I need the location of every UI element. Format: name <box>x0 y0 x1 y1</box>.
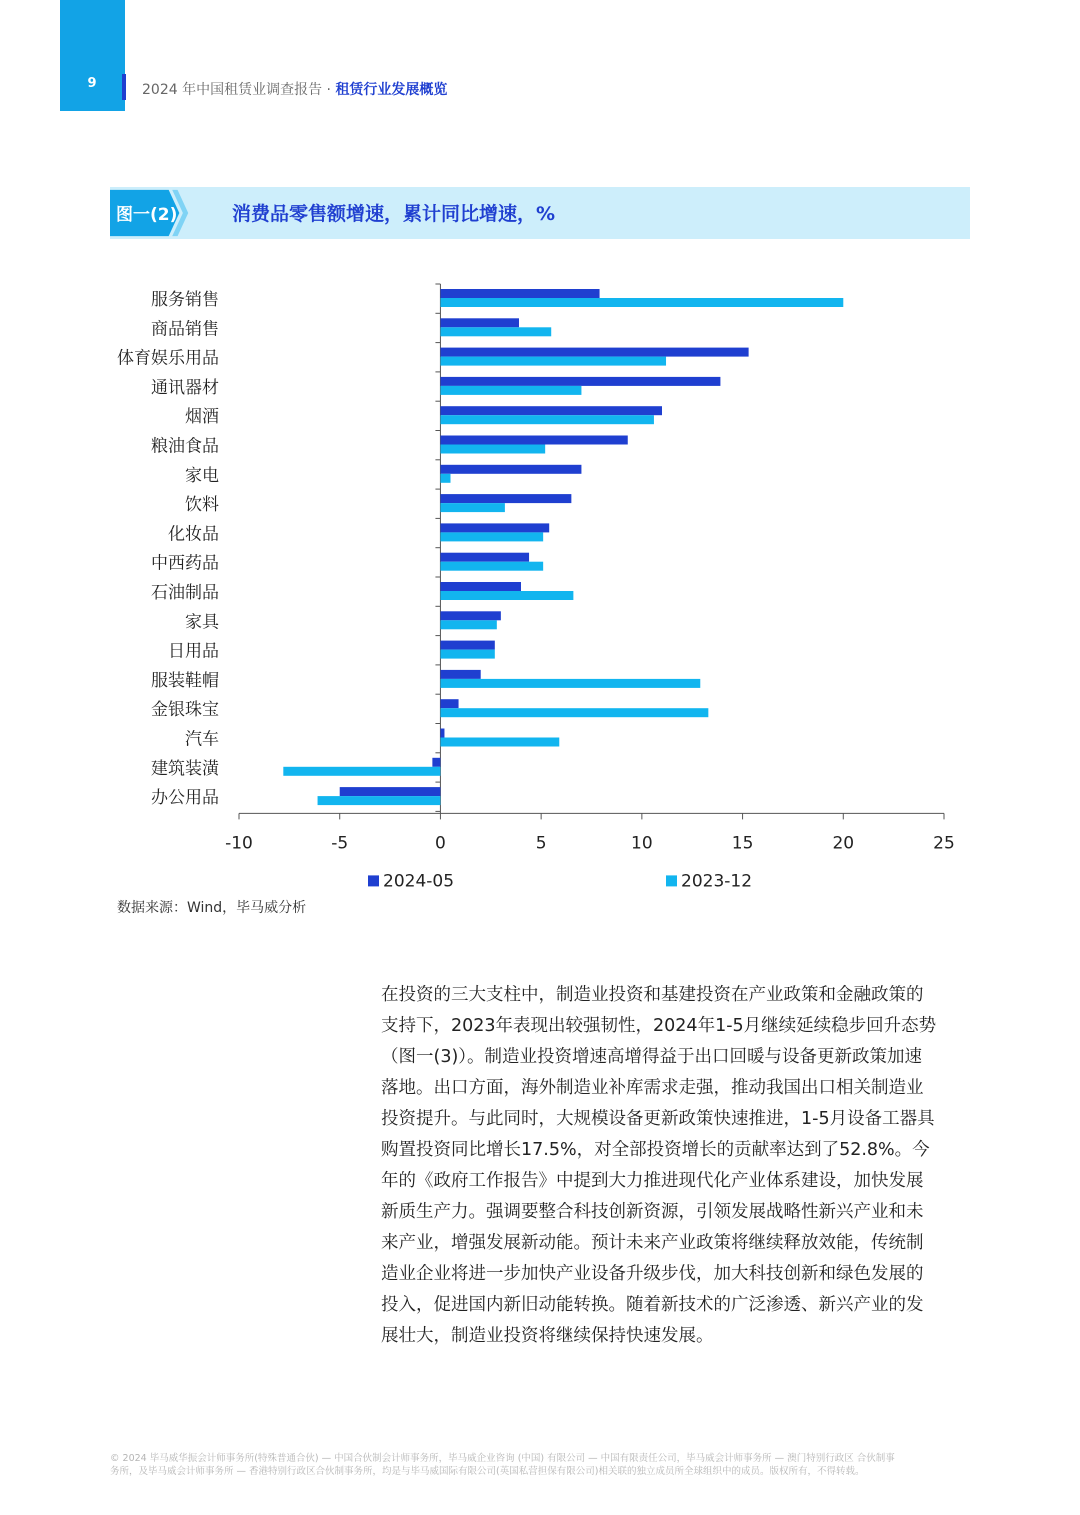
category-label: 商品销售 <box>151 319 219 340</box>
page-number-tab <box>60 0 125 111</box>
bar-2023-12 <box>440 503 504 512</box>
category-label: 家具 <box>185 612 219 633</box>
chart-bars <box>283 289 843 805</box>
header-divider <box>122 74 126 100</box>
page-number: 9 <box>87 76 97 91</box>
bar-2023-12 <box>440 474 450 483</box>
bar-2024-05 <box>440 289 599 298</box>
body-line: 展壮大，制造业投资将继续保持快速发展。 <box>381 1326 714 1346</box>
body-line: 投资提升。与此同时，大规模设备更新政策快速推进，1-5月设备工器具 <box>381 1109 935 1129</box>
category-label: 日用品 <box>168 641 219 662</box>
bar-2024-05 <box>340 787 441 796</box>
bar-2023-12 <box>440 327 551 336</box>
bar-2023-12 <box>440 591 573 600</box>
x-tick-label: 5 <box>535 833 547 854</box>
category-label: 粮油食品 <box>151 436 219 457</box>
category-label: 烟酒 <box>185 407 219 428</box>
data-source-note: 数据来源：Wind，毕马威分析 <box>117 900 307 916</box>
category-label: 办公用品 <box>151 788 219 809</box>
legend-swatch <box>368 875 379 886</box>
bar-2023-12 <box>440 620 496 629</box>
bar-2024-05 <box>440 699 458 708</box>
running-header-prefix: 2024 年中国租赁业调查报告 · <box>142 82 336 98</box>
bar-2024-05 <box>440 318 519 327</box>
bar-2023-12 <box>440 445 545 454</box>
bar-2024-05 <box>440 670 480 679</box>
category-label: 建筑装潢 <box>151 758 219 779</box>
bar-2024-05 <box>440 553 529 562</box>
body-paragraph <box>381 980 971 1352</box>
legend-label: 2024-05 <box>383 871 455 892</box>
category-label: 通讯器材 <box>151 377 219 398</box>
chart-legend <box>368 871 752 891</box>
category-label: 体育娱乐用品 <box>117 348 219 369</box>
bar-2024-05 <box>440 729 444 738</box>
running-header-section: 租赁行业发展概览 <box>335 82 448 98</box>
body-line: 购置投资同比增长17.5%，对全部投资增长的贡献率达到了52.8%。今 <box>381 1140 930 1160</box>
bar-2023-12 <box>440 357 666 366</box>
category-label: 饮料 <box>185 495 219 516</box>
legend-swatch <box>666 875 677 886</box>
body-line: 投入，促进国内新旧动能转换。随着新技术的广泛渗透、新兴产业的发 <box>381 1295 924 1315</box>
x-tick-label: 0 <box>435 833 446 854</box>
body-line: 支持下，2023年表现出较强韧性，2024年1-5月继续延续稳步回升态势 <box>381 1016 937 1036</box>
bar-2024-05 <box>440 641 494 650</box>
bar-2024-05 <box>440 611 500 620</box>
footer-line: 务所，及毕马威会计师事务所 — 香港特别行政区合伙制事务所，均是与毕马威国际有限公司(英国私营担保有限公司)相关联的独立成员所全球组织中的成员。版权所有，不得转载。 <box>110 1466 865 1477</box>
bar-2024-05 <box>440 436 627 445</box>
category-label: 金银珠宝 <box>151 700 219 721</box>
copyright-footer <box>110 1452 970 1478</box>
bar-2024-05 <box>440 406 662 415</box>
bar-2024-05 <box>440 494 571 503</box>
body-line: 年的《政府工作报告》中提到大力推进现代化产业体系建设，加快发展 <box>381 1171 924 1191</box>
body-line: （图一(3)）。制造业投资增速高增得益于出口回暖与设备更新政策加速 <box>381 1047 923 1067</box>
bar-2023-12 <box>283 767 440 776</box>
category-label: 化妆品 <box>168 524 219 545</box>
chart-labels <box>117 290 955 853</box>
category-label: 家电 <box>185 465 219 486</box>
figure-tag: 图一(2) <box>116 205 178 225</box>
x-tick-label: -5 <box>331 833 349 854</box>
category-label: 服务销售 <box>151 290 219 310</box>
x-tick-label: 15 <box>731 833 754 854</box>
bar-2024-05 <box>440 377 720 386</box>
bar-2023-12 <box>440 738 559 747</box>
category-label: 服装鞋帽 <box>151 670 219 691</box>
bar-2023-12 <box>440 298 843 307</box>
category-label: 中西药品 <box>151 553 219 574</box>
body-line: 落地。出口方面，海外制造业补库需求走强，推动我国出口相关制造业 <box>381 1078 924 1098</box>
bar-2023-12 <box>440 415 654 424</box>
legend-label: 2023-12 <box>681 871 753 892</box>
bar-chart <box>0 270 1080 900</box>
footer-line: © 2024 毕马威华振会计师事务所(特殊普通合伙) — 中国合伙制会计师事务所，毕马威企业咨询 (中国) 有限公司 — 中国有限责任公司，毕马威会计师事务所 — 澳门特别行政区 合伙制事 <box>110 1453 895 1464</box>
x-tick-label: -10 <box>225 833 253 854</box>
bar-2023-12 <box>318 796 441 805</box>
x-tick-label: 20 <box>832 833 855 854</box>
body-line: 在投资的三大支柱中，制造业投资和基建投资在产业政策和金融政策的 <box>381 985 924 1005</box>
bar-2023-12 <box>440 650 494 659</box>
bar-2024-05 <box>432 758 440 767</box>
bar-2023-12 <box>440 708 708 717</box>
running-header <box>142 79 447 99</box>
category-label: 汽车 <box>185 729 219 750</box>
bar-2024-05 <box>440 348 748 357</box>
x-tick-label: 10 <box>631 833 653 854</box>
bar-2024-05 <box>440 465 581 474</box>
figure-title: 消费品零售额增速，累计同比增速，% <box>232 203 556 225</box>
x-tick-label: 25 <box>933 833 955 854</box>
body-line: 造业企业将进一步加快产业设备升级步伐，加大科技创新和绿色发展的 <box>381 1264 924 1284</box>
bar-2023-12 <box>440 679 700 688</box>
bar-2023-12 <box>440 386 581 395</box>
bar-2024-05 <box>440 582 521 591</box>
body-line: 来产业，增强发展新动能。预计未来产业政策将继续释放效能，传统制 <box>381 1233 924 1253</box>
bar-2024-05 <box>440 523 549 532</box>
bar-2023-12 <box>440 532 543 541</box>
bar-2023-12 <box>440 562 543 571</box>
body-line: 新质生产力。强调要整合科技创新资源，引领发展战略性新兴产业和未 <box>381 1202 924 1222</box>
category-label: 石油制品 <box>151 583 219 603</box>
